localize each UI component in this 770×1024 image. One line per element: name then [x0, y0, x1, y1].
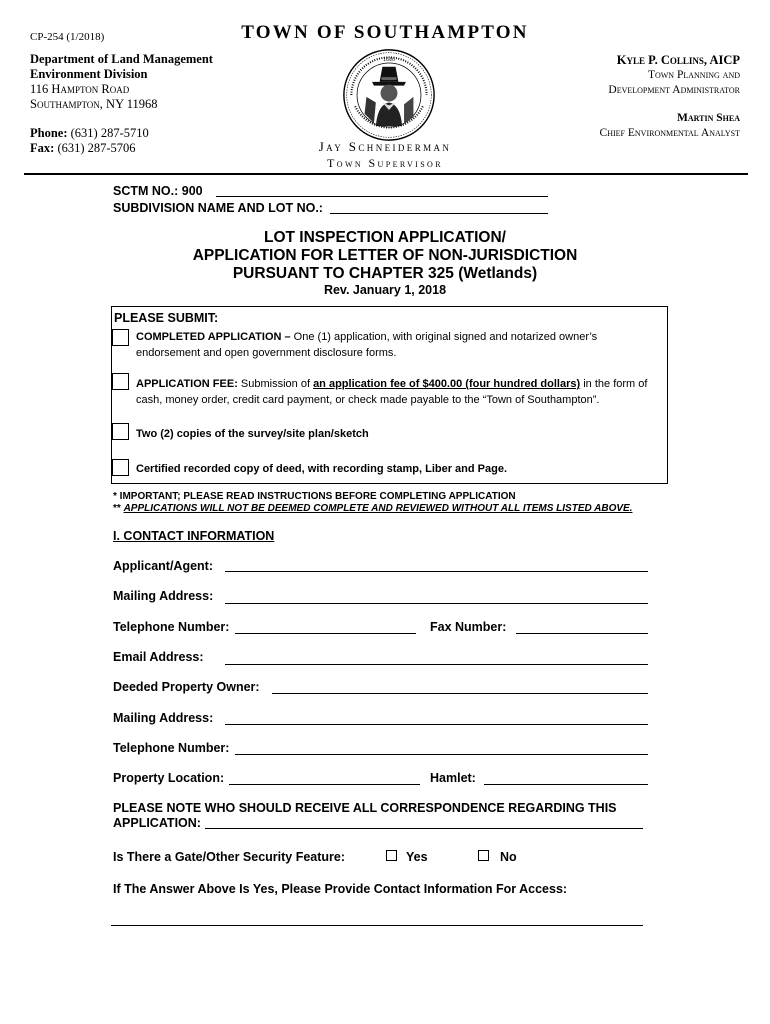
survey-copies-checkbox[interactable]: [112, 423, 129, 440]
sctm-input-line[interactable]: [216, 196, 548, 197]
telephone-2-label: Telephone Number:: [113, 741, 230, 755]
gate-no-label: No: [500, 850, 517, 864]
official-1: [608, 53, 740, 98]
title-line-1: LOT INSPECTION APPLICATION/: [264, 229, 506, 246]
access-contact-prompt: If The Answer Above Is Yes, Please Provide Contact Information For Access:: [113, 882, 568, 896]
access-contact-input-line[interactable]: [111, 925, 643, 926]
header-divider: [24, 173, 748, 175]
town-seal-icon: [342, 48, 436, 142]
mailing-address-1-label: Mailing Address:: [113, 589, 214, 603]
subdivision-label: SUBDIVISION NAME AND LOT NO.:: [113, 201, 323, 215]
telephone-1-input-line[interactable]: [235, 633, 416, 634]
incomplete-prefix: **: [113, 503, 124, 514]
item2-underline: an application fee of $400.00 (four hundred dollars): [313, 378, 581, 390]
email-label: Email Address:: [113, 650, 204, 664]
applicant-label: Applicant/Agent:: [113, 559, 213, 573]
sctm-label: SCTM NO.: 900: [113, 184, 203, 198]
fax-value: (631) 287-5706: [57, 141, 136, 155]
gate-no-checkbox[interactable]: [478, 850, 489, 861]
item2-bold: APPLICATION FEE:: [136, 378, 238, 390]
application-fee-checkbox[interactable]: [112, 373, 129, 390]
phone-value: (631) 287-5710: [70, 126, 149, 140]
official-1-title-2: Development Administrator: [608, 84, 740, 96]
mailing-address-1-input-line[interactable]: [225, 603, 648, 604]
correspondence-label-1: PLEASE NOTE WHO SHOULD RECEIVE ALL CORRESPONDENCE REGARDING THIS: [113, 801, 617, 815]
department-address: [30, 52, 213, 112]
street-address: 116 Hampton Road: [30, 82, 130, 96]
email-input-line[interactable]: [225, 664, 648, 665]
incomplete-text: APPLICATIONS WILL NOT BE DEEMED COMPLETE AND REVIEWED WITHOUT ALL ITEMS LISTED ABOVE.: [123, 503, 633, 514]
correspondence-label-2: APPLICATION:: [113, 816, 201, 830]
official-1-name: Kyle P. Collins, AICP: [616, 53, 740, 67]
dept-name: Department of Land Management: [30, 52, 213, 66]
submit-heading: PLEASE SUBMIT:: [114, 311, 219, 325]
gate-yes-checkbox[interactable]: [386, 850, 397, 861]
gate-yes-label: Yes: [406, 850, 428, 864]
official-2-title: Chief Environmental Analyst: [599, 127, 740, 139]
official-1-title-1: Town Planning and: [647, 69, 740, 81]
form-code: CP-254 (1/2018): [30, 31, 105, 43]
application-fee-text: [136, 376, 664, 408]
incomplete-warning: [113, 503, 632, 514]
completed-application-checkbox[interactable]: [112, 329, 129, 346]
applicant-input-line[interactable]: [225, 571, 648, 572]
telephone-2-input-line[interactable]: [235, 754, 648, 755]
correspondence-input-line[interactable]: [205, 828, 643, 829]
telephone-1-label: Telephone Number:: [113, 620, 230, 634]
gate-question: Is There a Gate/Other Security Feature:: [113, 850, 346, 864]
deed-copy-text: Certified recorded copy of deed, with recording stamp, Liber and Page.: [136, 463, 508, 475]
hamlet-label: Hamlet:: [430, 771, 476, 785]
town-title: TOWN OF SOUTHAMPTON: [241, 22, 529, 43]
property-location-input-line[interactable]: [229, 784, 420, 785]
city-address: Southampton, NY 11968: [30, 97, 158, 111]
completed-application-text: [136, 329, 664, 361]
fax-number-input-line[interactable]: [516, 633, 648, 634]
mailing-address-2-label: Mailing Address:: [113, 711, 214, 725]
official-2: [600, 111, 740, 141]
survey-copies-text: Two (2) copies of the survey/site plan/sketch: [136, 428, 369, 440]
supervisor-block: [0, 139, 770, 171]
item2-post: in the form of cash, money order, credit card payment, or check made payable to the “Town of Southampton”.: [136, 378, 648, 406]
property-location-label: Property Location:: [113, 771, 225, 785]
mailing-address-2-input-line[interactable]: [225, 724, 648, 725]
property-owner-input-line[interactable]: [272, 693, 648, 694]
subdivision-input-line[interactable]: [330, 213, 548, 214]
section-title-contact: I. CONTACT INFORMATION: [113, 529, 275, 543]
property-owner-label: Deeded Property Owner:: [113, 680, 260, 694]
hamlet-input-line[interactable]: [484, 784, 648, 785]
supervisor-title: Town Supervisor: [327, 156, 443, 170]
division-name: Environment Division: [30, 67, 148, 81]
supervisor-name: Jay Schneiderman: [318, 139, 452, 154]
official-2-name: Martin Shea: [677, 112, 740, 124]
fax-number-label: Fax Number:: [430, 620, 507, 634]
item1-bold: COMPLETED APPLICATION –: [136, 331, 291, 343]
deed-copy-checkbox[interactable]: [112, 459, 129, 476]
item2-pre: Submission of: [237, 378, 314, 390]
revision-date: Rev. January 1, 2018: [323, 283, 447, 297]
seal-date: 1640: [383, 58, 395, 64]
important-note: * IMPORTANT; PLEASE READ INSTRUCTIONS BEFORE COMPLETING APPLICATION: [113, 491, 516, 502]
phone-label: Phone:: [30, 126, 68, 140]
title-line-3: PURSUANT TO CHAPTER 325 (Wetlands): [232, 265, 538, 282]
fax-label: Fax:: [30, 141, 55, 155]
item1-text: One (1) application, with original signed and notarized owner’s endorsement and open government disclosure forms.: [136, 331, 598, 359]
title-line-2: APPLICATION FOR LETTER OF NON-JURISDICTION: [192, 247, 578, 264]
